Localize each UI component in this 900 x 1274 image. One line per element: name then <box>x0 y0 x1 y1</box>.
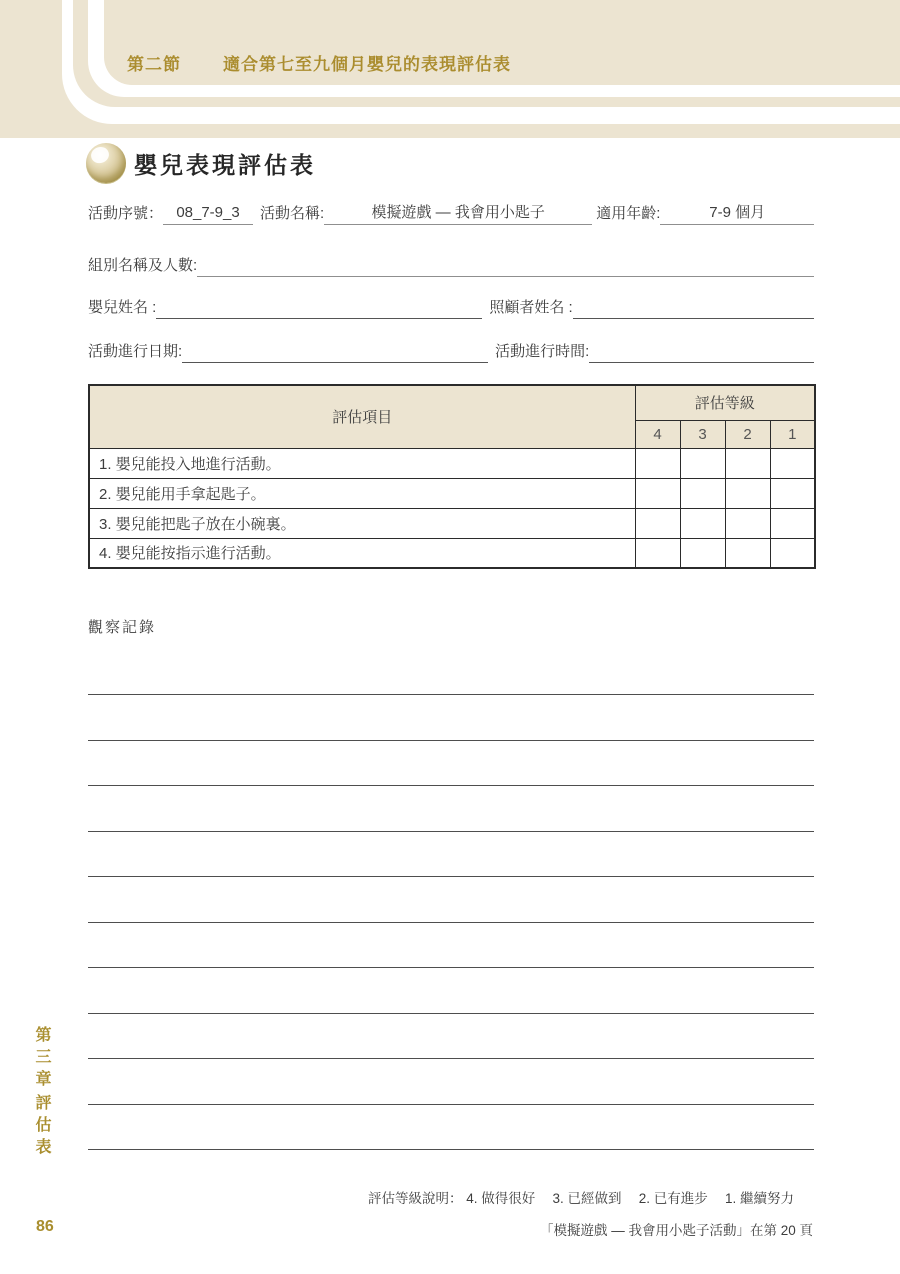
ruled-line <box>88 967 814 968</box>
form-row-names <box>88 296 814 319</box>
table-row <box>89 448 815 478</box>
grade-cell <box>680 448 725 478</box>
infant-name-field <box>156 298 482 319</box>
observation-label: 觀察記錄 <box>88 619 157 636</box>
grade-column-header: 評估等級 <box>635 385 815 420</box>
section-title: 適合第七至九個月嬰兒的表現評估表 <box>223 55 511 74</box>
grade-3-header: 3 <box>680 420 725 448</box>
grade-cell <box>635 538 680 568</box>
date-field <box>182 342 488 363</box>
item-text: 2. 嬰兒能用手拿起匙子。 <box>89 478 635 508</box>
group-label: 組別名稱及人數: <box>88 257 198 274</box>
time-label: 活動進行時間: <box>495 343 590 360</box>
table-row <box>89 508 815 538</box>
grade-4-header: 4 <box>635 420 680 448</box>
activity-no-field: 08_7-9_3 <box>163 204 253 225</box>
form-row-group <box>88 254 814 277</box>
form-row-activity <box>88 201 814 225</box>
grade-cell <box>680 538 725 568</box>
age-field: 7-9 個月 <box>660 201 814 225</box>
grade-cell <box>725 478 770 508</box>
item-column-header: 評估項目 <box>89 385 635 448</box>
grade-cell <box>770 508 815 538</box>
caregiver-label: 照顧者姓名 : <box>489 299 573 316</box>
ruled-line <box>88 1104 814 1105</box>
pearl-bullet-icon <box>86 143 126 183</box>
activity-no-label: 活動序號： <box>88 205 164 222</box>
grade-cell <box>770 478 815 508</box>
grade-cell <box>725 508 770 538</box>
section-heading <box>127 50 511 75</box>
grade-1-header: 1 <box>770 420 815 448</box>
ruled-line <box>88 922 814 923</box>
grade-cell <box>680 508 725 538</box>
sidebar-section-label: 評估表 <box>33 1094 50 1160</box>
item-text: 3. 嬰兒能把匙子放在小碗裏。 <box>89 508 635 538</box>
ruled-line <box>88 1013 814 1014</box>
infant-name-label: 嬰兒姓名 : <box>88 299 157 316</box>
header-band <box>0 0 900 138</box>
grade-legend: 評估等級說明： 4. 做得很好 3. 已經做到 2. 已有進步 1. 繼續努力 <box>367 1191 794 1206</box>
table-row <box>89 538 815 568</box>
section-label: 第二節 <box>127 55 181 74</box>
item-text: 1. 嬰兒能投入地進行活動。 <box>89 448 635 478</box>
ruled-line <box>88 1058 814 1059</box>
ruled-line <box>88 831 814 832</box>
activity-name-field: 模擬遊戲 — 我會用小匙子 <box>324 201 592 225</box>
grade-cell <box>680 478 725 508</box>
caregiver-field <box>573 298 814 319</box>
ruled-line <box>88 694 814 695</box>
sidebar-chapter-label: 第三章 <box>33 1026 50 1092</box>
grade-cell <box>635 508 680 538</box>
item-text: 4. 嬰兒能按指示進行活動。 <box>89 538 635 568</box>
form-row-datetime <box>88 340 814 363</box>
date-label: 活動進行日期: <box>88 343 183 360</box>
group-field <box>197 256 814 277</box>
ruled-line <box>88 876 814 877</box>
grade-cell <box>770 448 815 478</box>
page-title: 嬰兒表現評估表 <box>134 152 316 178</box>
grade-cell <box>725 538 770 568</box>
grade-cell <box>635 448 680 478</box>
age-label: 適用年齡: <box>596 205 661 222</box>
activity-name-label: 活動名稱: <box>260 205 325 222</box>
ruled-line <box>88 1149 814 1150</box>
grade-cell <box>635 478 680 508</box>
grade-cell <box>770 538 815 568</box>
grade-cell <box>725 448 770 478</box>
grade-2-header: 2 <box>725 420 770 448</box>
assessment-table <box>88 384 816 569</box>
table-row <box>89 478 815 508</box>
ruled-line <box>88 740 814 741</box>
time-field <box>589 342 814 363</box>
page-number: 86 <box>36 1218 54 1235</box>
ruled-line <box>88 785 814 786</box>
activity-page-reference: 「模擬遊戲 — 我會用小匙子活動」在第 20 頁 <box>539 1223 813 1238</box>
